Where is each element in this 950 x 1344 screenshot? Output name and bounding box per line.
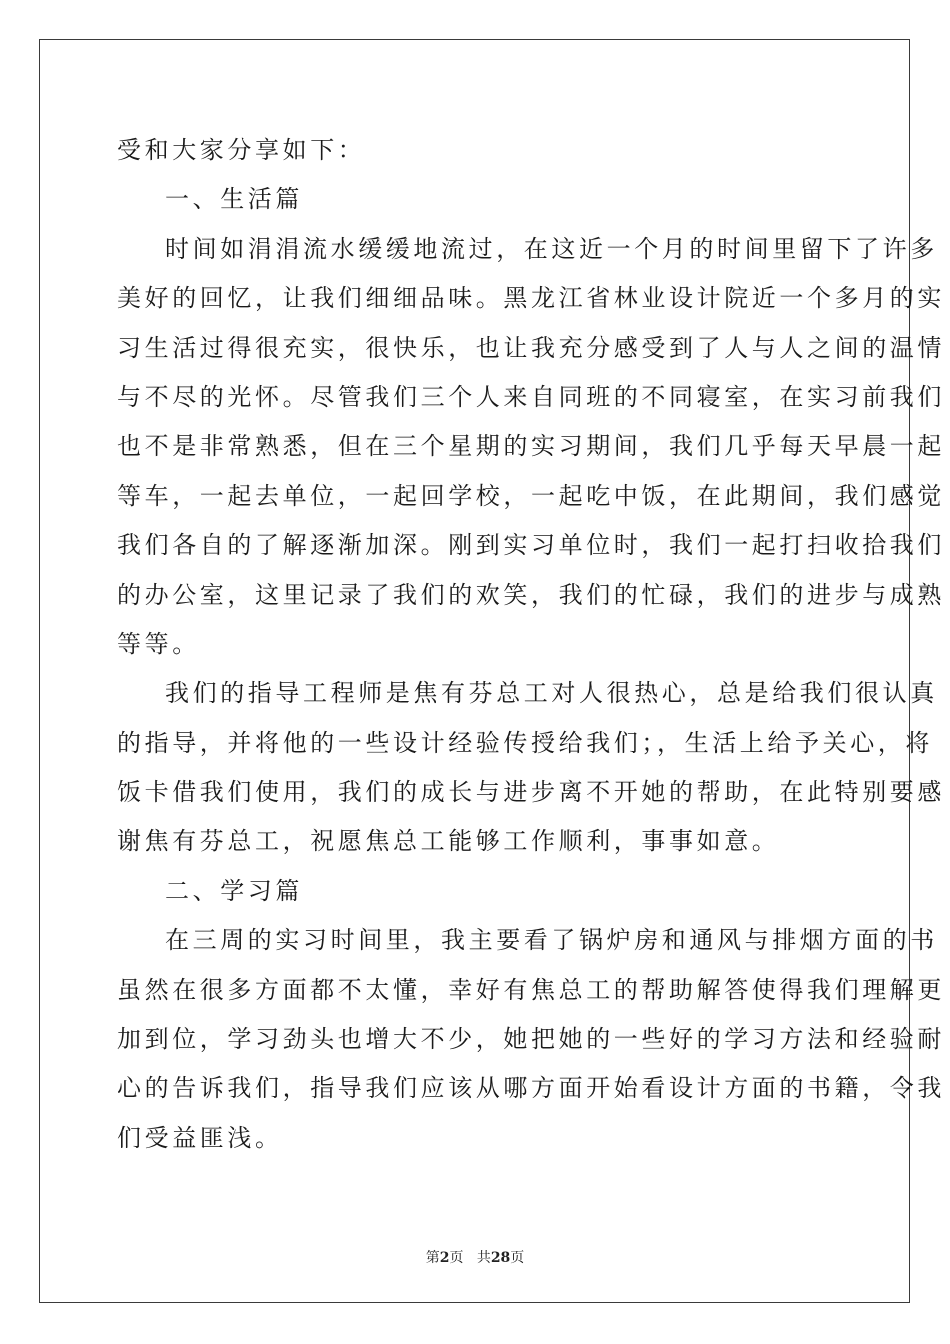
text-line: 在三周的实习时间里，我主要看了锅炉房和通风与排烟方面的书 (165, 926, 938, 955)
footer-total-prefix: 共 (476, 1250, 491, 1266)
page-footer (0, 1247, 950, 1267)
footer-prefix: 第 (425, 1250, 440, 1266)
footer-page-number: 2 (439, 1250, 450, 1266)
text-line: 我们的指导工程师是焦有芬总工对人很热心，总是给我们很认真 (165, 679, 938, 708)
text-line: 等等。 (117, 629, 200, 658)
text-line: 等车，一起去单位，一起回学校，一起吃中饭，在此期间，我们感觉 (117, 481, 945, 510)
text-line: 加到位，学习劲头也增大不少，她把她的一些好的学习方法和经验耐 (117, 1025, 945, 1054)
text-line: 虽然在很多方面都不太懂，幸好有焦总工的帮助解答使得我们理解更 (117, 975, 945, 1004)
document-body (117, 126, 945, 1163)
footer-total-suffix: 页 (510, 1250, 525, 1266)
text-line: 习生活过得很充实，很快乐，也让我充分感受到了人与人之间的温情 (117, 333, 945, 362)
footer-page-suffix: 页 (449, 1250, 464, 1266)
text-line: 也不是非常熟悉，但在三个星期的实习期间，我们几乎每天早晨一起 (117, 432, 945, 461)
text-line: 二、学习篇 (165, 876, 303, 905)
text-line: 谢焦有芬总工，祝愿焦总工能够工作顺利，事事如意。 (117, 827, 780, 856)
text-line: 时间如涓涓流水缓缓地流过，在这近一个月的时间里留下了许多 (165, 234, 938, 263)
text-line: 饭卡借我们使用，我们的成长与进步离不开她的帮助，在此特别要感 (117, 778, 945, 807)
text-line: 我们各自的了解逐渐加深。刚到实习单位时，我们一起打扫收拾我们 (117, 531, 945, 560)
footer-total-pages: 28 (490, 1250, 511, 1266)
text-line: 与不尽的光怀。尽管我们三个人来自同班的不同寝室，在实习前我们 (117, 382, 945, 411)
text-line: 一、生活篇 (165, 185, 303, 214)
text-line: 受和大家分享如下： (117, 136, 366, 164)
text-line: 美好的回忆，让我们细细品味。黑龙江省林业设计院近一个多月的实 (117, 284, 945, 313)
text-line: 心的告诉我们，指导我们应该从哪方面开始看设计方面的书籍，令我 (117, 1074, 945, 1103)
text-line: 的指导，并将他的一些设计经验传授给我们；，生活上给予关心，将 (117, 728, 933, 757)
text-line: 们受益匪浅。 (117, 1123, 283, 1152)
text-line: 的办公室，这里记录了我们的欢笑，我们的忙碌，我们的进步与成熟 (117, 580, 945, 609)
